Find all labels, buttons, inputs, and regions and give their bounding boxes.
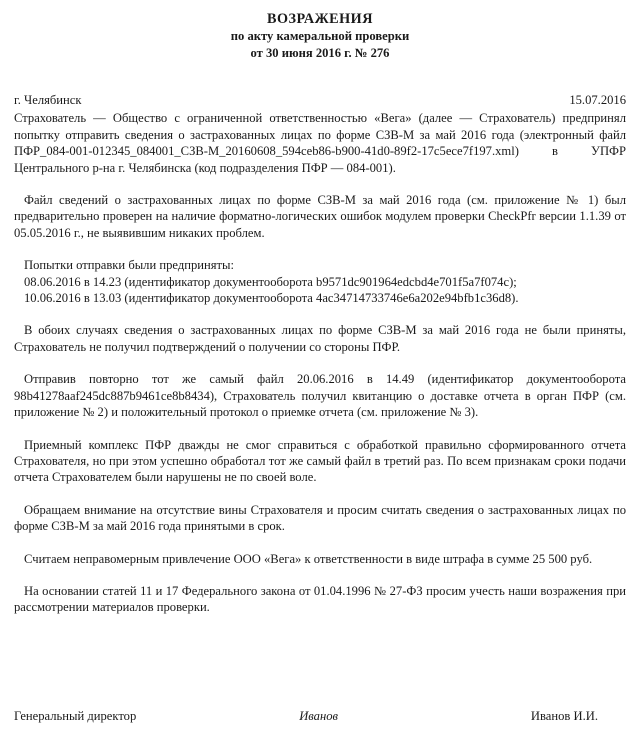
title-line-2: по акту камеральной проверки (230, 29, 410, 43)
signature-row (14, 708, 598, 724)
signature-name: Иванов И.И. (530, 709, 598, 723)
paragraph-8: Считаем неправомерным привлечение ООО «Вега» к ответственности в виде штрафа в сумме 25 500 руб. (24, 551, 593, 566)
place-date-row (14, 92, 626, 108)
date: 15.07.2016 (569, 93, 626, 107)
paragraph-4: В обоих случаях сведения о застрахованных лицах по форме СЗВ-М за май 2016 года не были приняты, Страхователь не получил подтверждений о получении со стороны ПФР. (14, 323, 626, 354)
title-line-3: от 30 июня 2016 г. № 276 (250, 46, 390, 60)
paragraph-9: На основании статей 11 и 17 Федерального закона от 01.04.1996 № 27-ФЗ просим учесть наши возражения при рассмотрении материалов проверки. (14, 583, 626, 615)
title-line-1: ВОЗРАЖЕНИЯ (267, 11, 373, 27)
signature-mark: Иванов (299, 709, 338, 723)
document (14, 10, 626, 616)
paragraph-2: Файл сведений о застрахованных лицах по форме СЗВ-М за май 2016 года (см. приложение № 1) был предварительно проверен на наличие форматно-логических ошибок модулем проверки CheckPfr версии 1.1.39 от 05.05.2016 г., не выявившим никаких проблем. (14, 193, 626, 240)
paragraph-3-item-2: 10.06.2016 в 13.03 (идентификатор документооборота 4ac34714733746e6a202e94bfb1c36d8). (24, 291, 519, 306)
place: г. Челябинск (14, 93, 82, 107)
document-title (14, 10, 626, 62)
paragraph-6: Приемный комплекс ПФР дважды не смог справиться с обработкой правильно сформированного отчета Страхователя, но при этом успешно обработал тот же самый файл в третий раз. По всем признакам сроки подачи отчета Страхователем были нарушены не по своей воле. (14, 437, 626, 485)
signature-position: Генеральный директор (14, 709, 137, 723)
paragraph-5: Отправив повторно тот же самый файл 20.06.2016 в 14.49 (идентификатор документооборота 98b41278aaf245dc887b9461ce8b8434), Страхователь получил квитанцию о доставке отчета в орган ПФР (см. приложение № 2) и положительный протокол о приемке отчета (см. приложение № 3). (14, 372, 626, 420)
paragraph-3-head: Попытки отправки были предприняты: (24, 258, 234, 273)
paragraph-3-item-1: 08.06.2016 в 14.23 (идентификатор документооборота b9571dc901964edcbd4e701f5a7f074c); (24, 274, 517, 289)
paragraph-1: Страхователь — Общество с ограниченной ответственностью «Вега» (далее — Страхователь) предпринял попытку отправить сведения о застрахованных лицах по форме СЗВ-М за май 2016 года (электронный файл ПФР_084-001-012345_084001_СЗВ-М_20160608_594ceb86-b900-41d0-89f2-17c5ece7f197.xml) в УПФР Центрального р-на г. Челябинска (код подразделения ПФР — 084-001). (14, 111, 626, 175)
paragraph-3 (14, 257, 626, 306)
paragraph-7: Обращаем внимание на отсутствие вины Страхователя и просим считать сведения о застрахованных лицах по форме СЗВ-М за май 2016 года принятыми в срок. (14, 502, 626, 534)
